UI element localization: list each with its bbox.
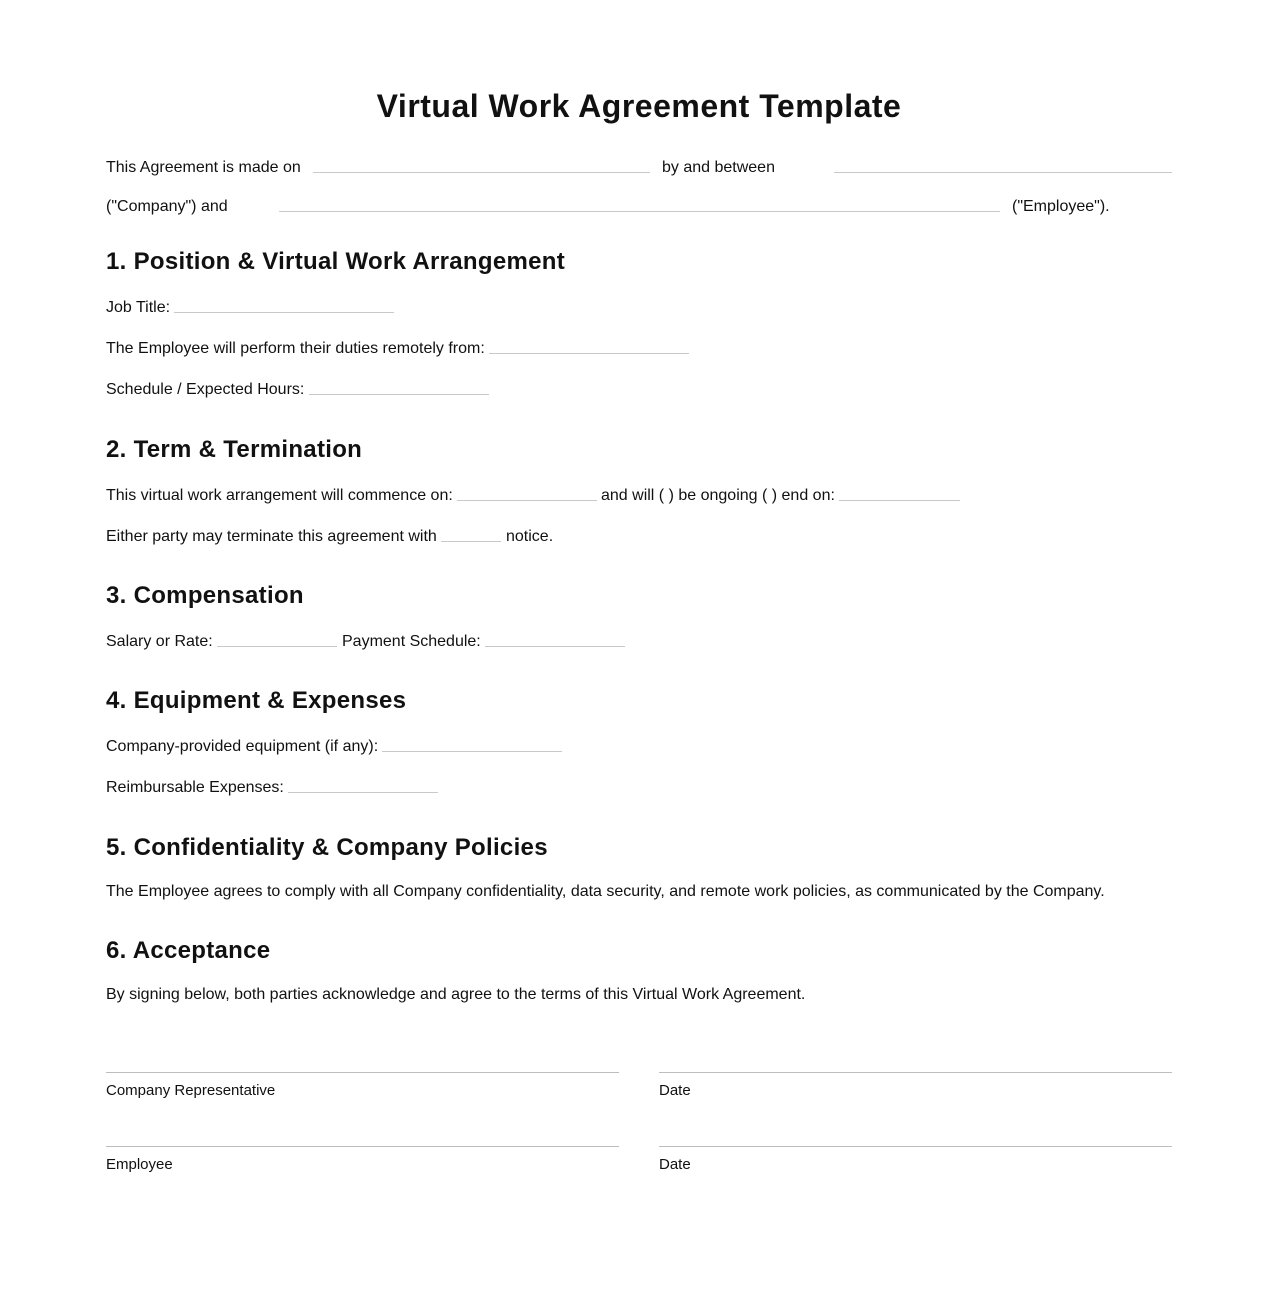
ongoing-label: and will ( ) be ongoing ( ) end on: xyxy=(601,487,835,504)
employee-name-field[interactable] xyxy=(279,211,1000,212)
company-date-line[interactable] xyxy=(659,1072,1172,1073)
payment-schedule-field[interactable] xyxy=(485,646,625,647)
salary-label: Salary or Rate: xyxy=(106,633,213,650)
equipment-field[interactable] xyxy=(382,751,562,752)
notice-label: notice. xyxy=(506,528,554,545)
company-representative-label: Company Representative xyxy=(106,1082,276,1099)
section5-heading: 5. Confidentiality & Company Policies xyxy=(106,834,548,861)
schedule-label: Schedule / Expected Hours: xyxy=(106,381,305,398)
remote-location-label: The Employee will perform their duties remotely from: xyxy=(106,340,485,357)
intro-company-and-label: ("Company") and xyxy=(106,198,228,215)
acceptance-text: By signing below, both parties acknowledge and agree to the terms of this Virtual Work Agreement. xyxy=(106,986,806,1003)
intro-by-and-between-label: by and between xyxy=(662,159,775,176)
remote-location-field[interactable] xyxy=(489,353,689,354)
employee-signature-line[interactable] xyxy=(106,1146,619,1147)
end-date-field[interactable] xyxy=(839,500,960,501)
terminate-label: Either party may terminate this agreement with xyxy=(106,528,437,545)
employee-date-line[interactable] xyxy=(659,1146,1172,1147)
section4-heading: 4. Equipment & Expenses xyxy=(106,687,407,714)
section6-heading: 6. Acceptance xyxy=(106,937,271,964)
company-signature-line[interactable] xyxy=(106,1072,619,1073)
employee-date-label: Date xyxy=(659,1156,691,1173)
document-title: Virtual Work Agreement Template xyxy=(376,88,902,124)
expenses-label: Reimbursable Expenses: xyxy=(106,779,284,796)
payment-schedule-label: Payment Schedule: xyxy=(342,633,481,650)
section2-heading: 2. Term & Termination xyxy=(106,436,363,463)
expenses-field[interactable] xyxy=(288,792,438,793)
job-title-label: Job Title: xyxy=(106,299,171,316)
agreement-date-field[interactable] xyxy=(313,172,650,173)
commence-date-field[interactable] xyxy=(457,500,597,501)
equipment-label: Company-provided equipment (if any): xyxy=(106,738,379,755)
section1-heading: 1. Position & Virtual Work Arrangement xyxy=(106,248,566,275)
job-title-field[interactable] xyxy=(174,312,394,313)
intro-made-on-label: This Agreement is made on xyxy=(106,159,301,176)
company-name-field[interactable] xyxy=(834,172,1172,173)
employee-label: Employee xyxy=(106,1156,173,1173)
intro-employee-close-label: ("Employee"). xyxy=(1012,198,1110,215)
notice-period-field[interactable] xyxy=(441,541,501,542)
salary-field[interactable] xyxy=(217,646,337,647)
schedule-field[interactable] xyxy=(309,394,489,395)
commence-label: This virtual work arrangement will commence on: xyxy=(106,487,453,504)
confidentiality-text: The Employee agrees to comply with all Company confidentiality, data security, and remote work policies, as communicated by the Company. xyxy=(106,883,1105,900)
company-date-label: Date xyxy=(659,1082,691,1099)
section3-heading: 3. Compensation xyxy=(106,582,304,609)
